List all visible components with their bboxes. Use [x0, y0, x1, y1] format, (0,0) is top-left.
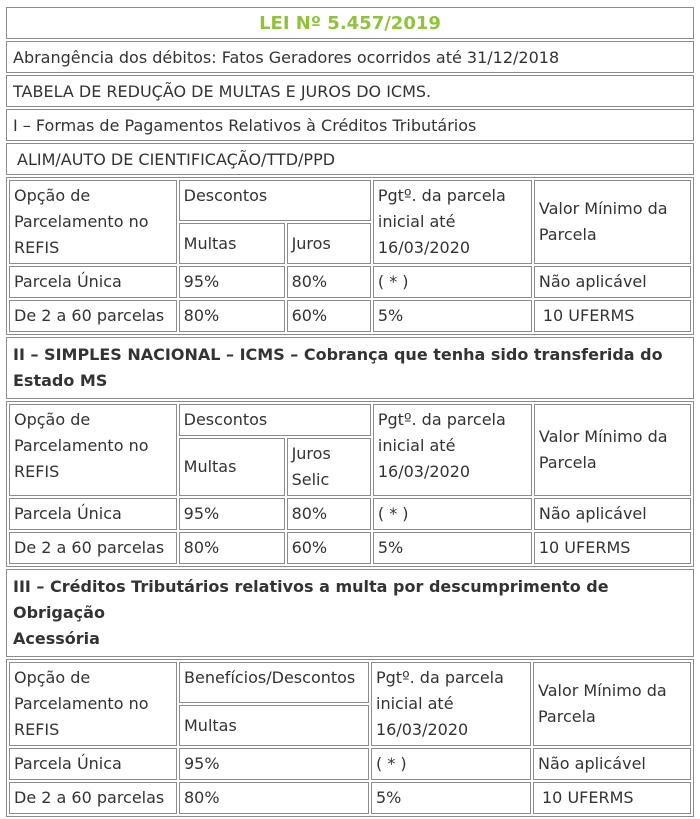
cell-fines: 95%	[179, 498, 285, 530]
cell-option: Parcela Única	[9, 748, 177, 780]
law-title: LEI Nº 5.457/2019	[259, 13, 441, 34]
section2-heading-row	[6, 337, 694, 399]
cell-fines: 95%	[179, 748, 369, 780]
section1-subheading-row	[6, 143, 694, 175]
section1-heading: I – Formas de Pagamentos Relativos à Créditos Tributários	[13, 116, 477, 135]
cell-payment: 5%	[371, 782, 531, 814]
cell-minimum: Não aplicável	[534, 266, 691, 298]
header-option: Opção de Parcelamento no REFIS	[9, 180, 177, 264]
header-discounts: Descontos	[179, 404, 371, 436]
cell-interest: 60%	[287, 532, 371, 564]
cell-minimum: 10 UFERMS	[534, 300, 691, 332]
table-title: TABELA DE REDUÇÃO DE MULTAS E JUROS DO ICMS.	[13, 82, 432, 101]
cell-payment: 5%	[373, 300, 532, 332]
scope-row	[6, 41, 694, 73]
section3-heading-line2: Acessória	[13, 629, 100, 648]
cell-fines: 80%	[179, 300, 285, 332]
section1-table-wrap	[6, 177, 694, 335]
section3-heading-line1: III – Créditos Tributários relativos a multa por descumprimento de Obrigação	[13, 577, 609, 622]
cell-fines: 95%	[179, 266, 285, 298]
table-row	[9, 782, 691, 814]
section1-heading-row	[6, 109, 694, 141]
section3-table	[7, 660, 693, 816]
header-payment: Pgtº. da parcela inicial até 16/03/2020	[371, 662, 531, 746]
table-row	[9, 532, 691, 564]
header-minimum: Valor Mínimo da Parcela	[534, 180, 691, 264]
table-title-row	[6, 75, 694, 107]
header-benefits: Benefícios/Descontos	[179, 662, 369, 703]
header-option: Opção de Parcelamento no REFIS	[9, 404, 177, 496]
cell-minimum: 10 UFERMS	[534, 532, 691, 564]
cell-minimum: Não aplicável	[534, 498, 691, 530]
header-minimum: Valor Mínimo da Parcela	[533, 662, 691, 746]
cell-option: De 2 a 60 parcelas	[9, 532, 177, 564]
header-option: Opção de Parcelamento no REFIS	[9, 662, 177, 746]
section1-subheading: ALIM/AUTO DE CIENTIFICAÇÃO/TTD/PPD	[17, 150, 336, 169]
cell-minimum: 10 UFERMS	[533, 782, 691, 814]
cell-interest: 80%	[287, 498, 371, 530]
cell-fines: 80%	[179, 782, 369, 814]
cell-option: De 2 a 60 parcelas	[9, 300, 177, 332]
cell-option: De 2 a 60 parcelas	[9, 782, 177, 814]
header-minimum: Valor Mínimo da Parcela	[534, 404, 691, 496]
header-interest: Juros Selic	[287, 438, 371, 496]
table-row	[9, 266, 691, 298]
section2-table-wrap	[6, 401, 694, 567]
section3-table-wrap	[6, 659, 694, 817]
section3-heading-row	[6, 569, 694, 657]
cell-option: Parcela Única	[9, 266, 177, 298]
section2-heading-line2: Estado MS	[13, 371, 108, 390]
header-fines: Multas	[179, 223, 285, 264]
cell-payment: ( * )	[373, 266, 532, 298]
cell-interest: 60%	[287, 300, 371, 332]
table-row	[9, 300, 691, 332]
header-payment: Pgtº. da parcela inicial até 16/03/2020	[373, 404, 532, 496]
cell-payment: ( * )	[371, 748, 531, 780]
scope-text: Abrangência dos débitos: Fatos Geradores ocorridos até 31/12/2018	[13, 48, 560, 67]
table-row	[9, 498, 691, 530]
header-interest: Juros	[287, 223, 371, 264]
cell-payment: 5%	[373, 532, 532, 564]
header-discounts: Descontos	[179, 180, 371, 221]
cell-option: Parcela Única	[9, 498, 177, 530]
cell-fines: 80%	[179, 532, 285, 564]
table-row	[9, 748, 691, 780]
refis-document	[6, 7, 694, 819]
section2-table	[7, 402, 693, 566]
header-payment: Pgtº. da parcela inicial até 16/03/2020	[373, 180, 532, 264]
header-fines: Multas	[179, 438, 285, 496]
cell-payment: ( * )	[373, 498, 532, 530]
law-title-row	[6, 7, 694, 39]
section2-heading-line1: II – SIMPLES NACIONAL – ICMS – Cobrança que tenha sido transferida do	[13, 345, 663, 364]
header-fines: Multas	[179, 705, 369, 746]
cell-interest: 80%	[287, 266, 371, 298]
section1-table	[7, 178, 693, 334]
cell-minimum: Não aplicável	[533, 748, 691, 780]
